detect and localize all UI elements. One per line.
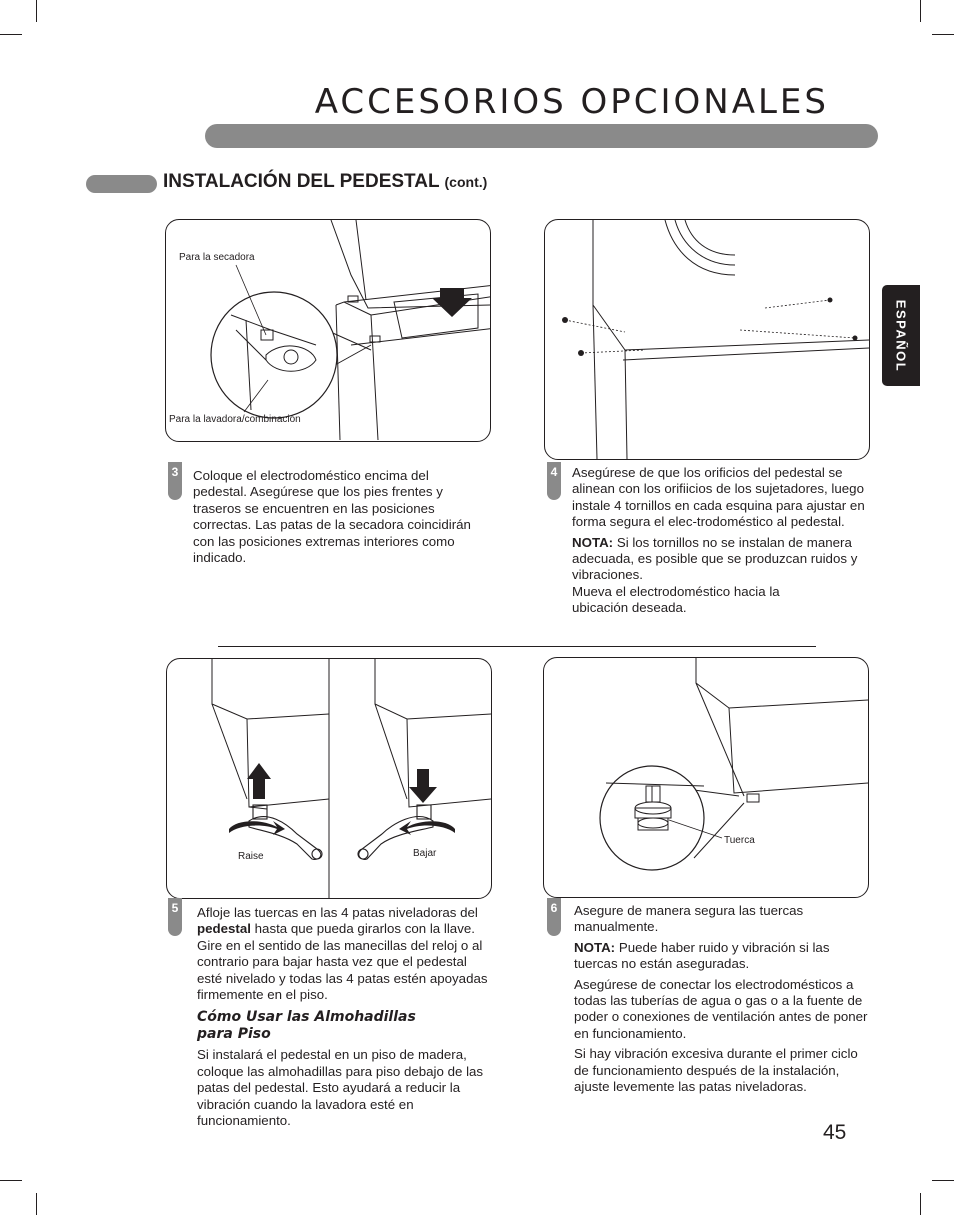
label-for-dryer: Para la secadora xyxy=(179,252,255,263)
crop-mark xyxy=(920,1193,921,1215)
leveling-foot-illustration xyxy=(167,659,491,898)
section-pill xyxy=(86,175,157,193)
step-number-3: 3 xyxy=(168,462,182,500)
language-tab-label: ESPAÑOL xyxy=(893,299,909,372)
section-title-cont: (cont.) xyxy=(444,174,488,190)
step-4-extra: Mueva el electrodoméstico hacia la ubicación deseada. xyxy=(572,583,780,616)
figure-step-6 xyxy=(543,657,869,898)
step-4-note xyxy=(572,535,868,584)
label-for-washer: Para la lavadora/combinación xyxy=(169,414,301,425)
note-label: NOTA: xyxy=(574,939,616,955)
floor-pads-subheading: Cómo Usar las Almohadillas para Piso xyxy=(197,1009,416,1043)
step-number-6: 6 xyxy=(547,898,561,936)
figure-step-3 xyxy=(165,219,491,442)
floor-pads-text: Si instalará el pedestal en un piso de madera, coloque las almohadillas para piso debajo de las patas del pedestal. Esto ayudará a reducir la vibración cuando la lavadora esté en funcionamiento. xyxy=(197,1047,484,1129)
language-tab xyxy=(882,285,920,386)
step-number-4: 4 xyxy=(547,462,561,500)
note-label: NOTA: xyxy=(572,534,614,550)
note-text: Si los tornillos no se instalan de manera adecuada, es posible que se produzcan ruidos y vibraciones. xyxy=(572,534,858,583)
step-3-text: Coloque el electrodoméstico encima del pedestal. Asegúrese que los pies frentes y traseros se encuentren en las posiciones correctas. Las patas de la secadora coincidirán con las posiciones extremas interiores como indicado. xyxy=(193,468,471,566)
crop-mark xyxy=(36,0,37,22)
title-bar xyxy=(205,124,878,148)
step-5-text-post: hasta que pueda girarlos con la llave. Gire en el sentido de las manecillas del reloj o al contrario para bajar hasta vez que el pedestal esté nivelado y todas las 4 patas estén apoyadas firmemente en el piso. xyxy=(197,921,488,1003)
figure-step-4 xyxy=(544,219,870,460)
crop-mark xyxy=(932,34,954,35)
crop-mark xyxy=(0,34,22,35)
step-5-text-bold: pedestal xyxy=(197,921,251,937)
step-6-text xyxy=(574,903,872,1099)
step-6-note xyxy=(574,940,872,973)
step-6-paragraph-3: Si hay vibración excesiva durante el primer ciclo de funcionamiento después de la instalación, ajuste levemente las patas niveladoras. xyxy=(574,1046,858,1095)
section-title xyxy=(163,171,487,193)
nut-tighten-illustration xyxy=(544,658,868,897)
label-lower: Bajar xyxy=(413,848,437,859)
section-title-text: INSTALACIÓN DEL PEDESTAL xyxy=(163,171,440,192)
crop-mark xyxy=(36,1193,37,1215)
step-4-paragraph: Asegúrese de que los orificios del pedestal se alinean con los orifiicios de los sujetadores, luego instale 4 tornillos en cada esquina para ajustar en forma segura el elec-trodoméstico al pedestal. xyxy=(572,465,865,530)
divider xyxy=(218,646,816,647)
step-5-text xyxy=(197,905,492,1133)
step-number-5: 5 xyxy=(168,898,182,936)
page-title: ACCESORIOS OPCIONALES xyxy=(314,82,829,122)
crop-mark xyxy=(932,1180,954,1181)
step-5-paragraph xyxy=(197,905,492,1003)
step-4-text xyxy=(572,465,868,621)
step-6-paragraph-2: Asegúrese de conectar los electrodomésticos a todas las tuberías de agua o gas o a la fuente de poder o conexiones de ventilación antes de poner en funcionamiento. xyxy=(574,976,868,1041)
page-number: 45 xyxy=(823,1121,847,1144)
figure-step-5 xyxy=(166,658,492,899)
label-raise: Raise xyxy=(238,851,264,862)
step-6-paragraph: Asegure de manera segura las tuercas manualmente. xyxy=(574,903,804,935)
label-nut: Tuerca xyxy=(724,835,755,846)
crop-mark xyxy=(920,0,921,22)
crop-mark xyxy=(0,1180,22,1181)
note-text: Puede haber ruido y vibración si las tuercas no están aseguradas. xyxy=(574,939,830,972)
screw-install-illustration xyxy=(545,220,869,459)
step-5-text-pre: Afloje las tuercas en las 4 patas niveladoras del xyxy=(197,905,478,920)
